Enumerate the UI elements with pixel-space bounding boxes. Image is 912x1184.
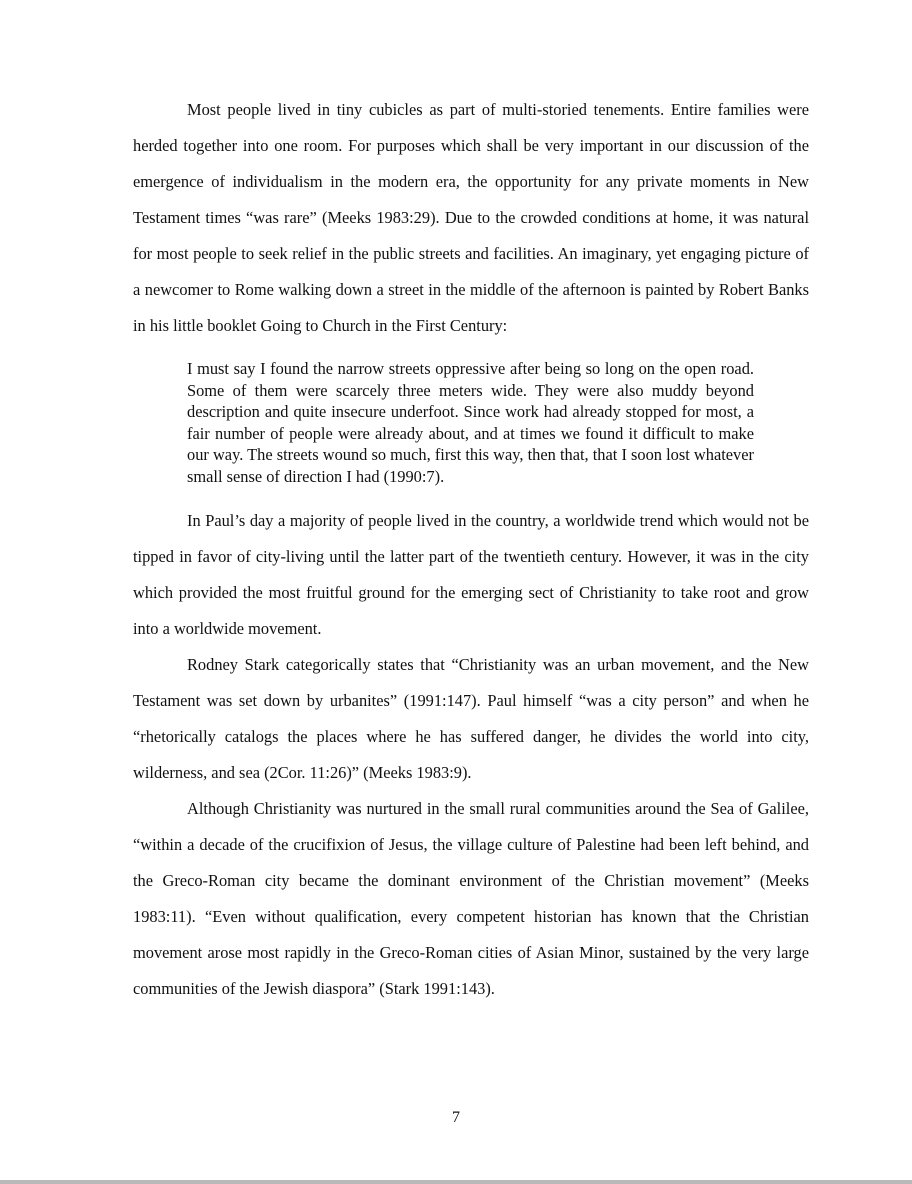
page-bottom-edge bbox=[0, 1180, 912, 1184]
paragraph-tenements: Most people lived in tiny cubicles as part of multi-storied tenements. Entire families were herded together into one room. For purposes which shall be very important in our discussion of the emergence of individualism in the modern era, the opportunity for any private moments in New Testament times “was rare” (Meeks 1983:29). Due to the crowded conditions at home, it was natural for most people to seek relief in the public streets and facilities. An imaginary, yet engaging picture of a newcomer to Rome walking down a street in the middle of the afternoon is painted by Robert Banks in his little booklet Going to Church in the First Century: bbox=[133, 100, 809, 335]
paragraph-galilee: Although Christianity was nurtured in the small rural communities around the Sea of Galilee, “within a decade of the crucifixion of Jesus, the village culture of Palestine had been left behind, and the Greco-Roman city became the dominant environment of the Christian movement” (Meeks 1983:11). “Even without qualification, every competent historian has known that the Christian movement arose most rapidly in the Greco-Roman cities of Asian Minor, sustained by the very large communities of the Jewish diaspora” (Stark 1991:143). bbox=[133, 799, 809, 998]
paragraph-stark-urban: Rodney Stark categorically states that “Christianity was an urban movement, and the New Testament was set down by urbanites” (1991:147). Paul himself “was a city person” and when he “rhetorically catalogs the places where he has suffered danger, he divides the world into city, wilderness, and sea (2Cor. 11:26)” (Meeks 1983:9). bbox=[133, 655, 809, 782]
page-number: 7 bbox=[452, 1109, 460, 1126]
block-quote-banks: I must say I found the narrow streets oppressive after being so long on the open road. Some of them were scarcely three meters wide. They were also muddy beyond description and quite insecure underfoot. Since work had already stopped for most, a fair number of people were already about, and at times we found it difficult to make our way. The streets wound so much, first this way, then that, that I soon lost whatever small sense of direction I had (1990:7). bbox=[187, 359, 754, 486]
paragraph-country-city: In Paul’s day a majority of people lived in the country, a worldwide trend which would not be tipped in favor of city-living until the latter part of the twentieth century. However, it was in the city which provided the most fruitful ground for the emerging sect of Christianity to take root and grow into a worldwide movement. bbox=[133, 511, 809, 638]
body-text bbox=[133, 92, 809, 1007]
